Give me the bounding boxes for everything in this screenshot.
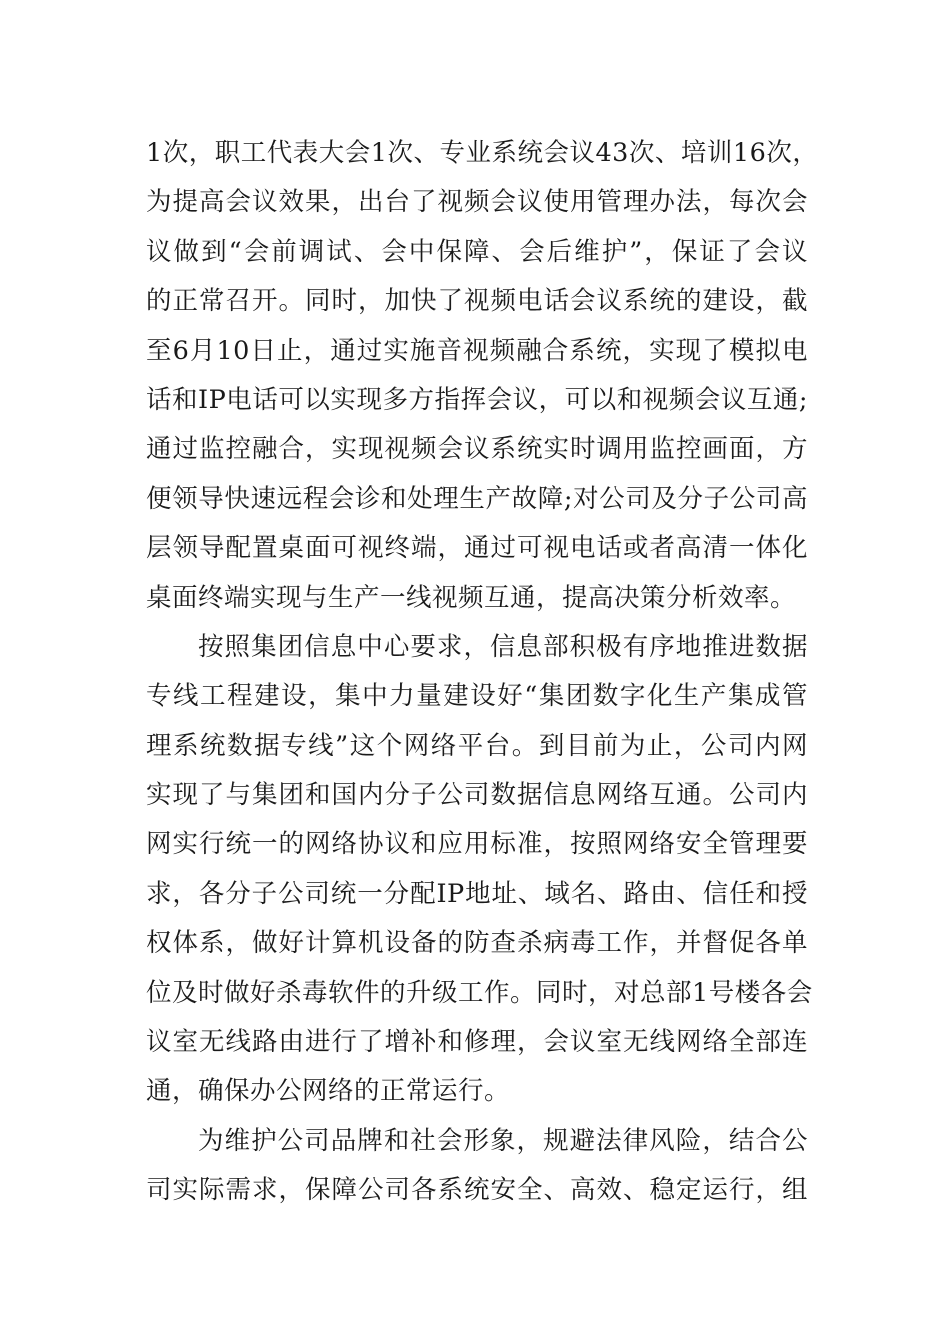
text-line: 求，各分子公司统一分配IP地址、域名、路由、信任和授	[146, 878, 808, 909]
text-line: 1次，职工代表大会1次、专业系统会议43次、培训16次，	[146, 138, 819, 168]
text-line: 便领导快速远程会诊和处理生产故障;对公司及分子公司高	[146, 483, 808, 514]
text-line: 议做到“会前调试、会中保障、会后维护”，保证了会议	[146, 236, 808, 267]
text-line: 桌面终端实现与生产一线视频互通，提高决策分析效率。	[146, 582, 797, 613]
text-line: 按照集团信息中心要求，信息部积极有序地推进数据	[198, 631, 808, 662]
text-line: 为维护公司品牌和社会形象，规避法律风险，结合公	[198, 1125, 808, 1156]
text-line: 话和IP电话可以实现多方指挥会议，可以和视频会议互通;	[146, 384, 808, 415]
text-line: 专线工程建设，集中力量建设好“集团数字化生产集成管	[146, 681, 808, 712]
text-line: 权体系，做好计算机设备的防查杀病毒工作，并督促各单	[146, 928, 808, 959]
text-line: 司实际需求，保障公司各系统安全、高效、稳定运行，组	[146, 1175, 808, 1206]
text-line: 网实行统一的网络协议和应用标准，按照网络安全管理要	[146, 829, 808, 860]
text-line: 为提高会议效果，出台了视频会议使用管理办法，每次会	[146, 187, 808, 218]
document-body	[146, 129, 819, 1216]
paragraph-brand-protection	[146, 1117, 816, 1216]
text-line: 通，确保办公网络的正常运行。	[146, 1076, 511, 1107]
text-line: 至6月10日止，通过实施音视频融合系统，实现了模拟电	[146, 335, 808, 366]
text-line: 位及时做好杀毒软件的升级工作。同时，对总部1号楼各会	[146, 977, 813, 1008]
text-line: 层领导配置桌面可视终端，通过可视电话或者高清一体化	[146, 533, 808, 564]
text-line: 通过监控融合，实现视频会议系统实时调用监控画面，方	[146, 434, 808, 465]
text-line: 理系统数据专线”这个网络平台。到目前为止，公司内网	[146, 730, 808, 761]
paragraph-video-conference	[146, 129, 819, 623]
text-line: 实现了与集团和国内分子公司数据信息网络互通。公司内	[146, 780, 808, 811]
text-line: 议室无线路由进行了增补和修理，会议室无线网络全部连	[146, 1027, 808, 1058]
text-line: 的正常召开。同时，加快了视频电话会议系统的建设，截	[146, 286, 808, 317]
paragraph-data-network	[146, 623, 816, 1117]
